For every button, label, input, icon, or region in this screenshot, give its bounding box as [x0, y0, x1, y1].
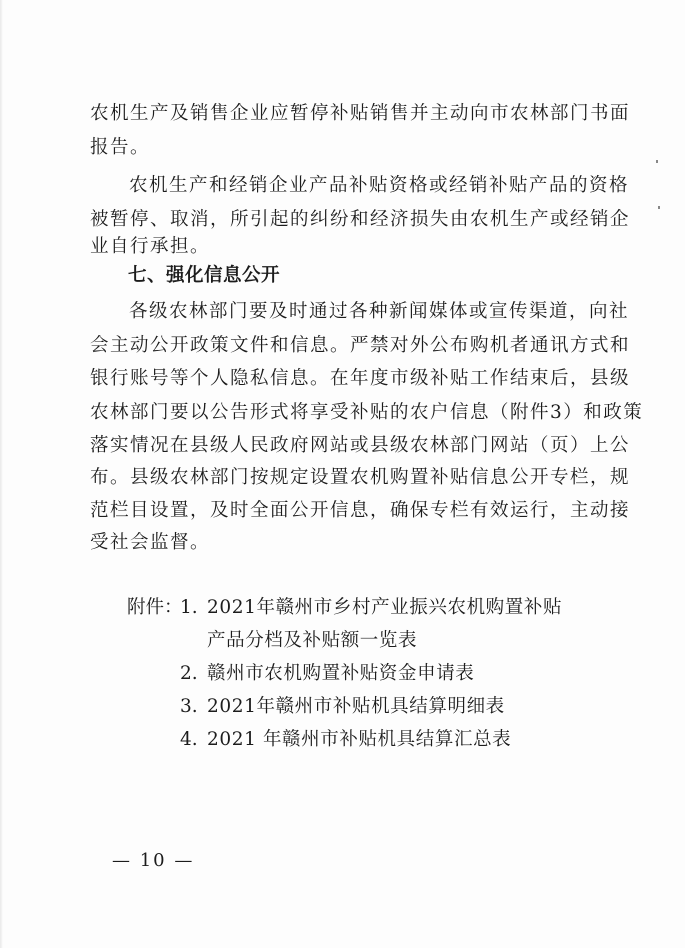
paragraph-3-line-1: 各级农林部门要及时通过各种新闻媒体或宣传渠道，向社: [129, 301, 630, 322]
attachment-2-line-1: 赣州市农机购置补贴资金申请表: [207, 663, 475, 684]
attachment-4-line-1: 2021 年赣州市补贴机具结算汇总表: [207, 729, 512, 750]
scan-edge-shadow: [0, 0, 3, 948]
scan-mark: [656, 160, 658, 163]
page-number: — 10 —: [112, 850, 195, 871]
paragraph-3-line-2: 会主动公开政策文件和信息。严禁对外公布购机者通讯方式和: [90, 335, 631, 356]
attachment-4-number: 4.: [180, 729, 198, 750]
attachments-label: 附件：: [127, 597, 183, 618]
paragraph-2-line-3: 业自行承担。: [90, 236, 211, 257]
attachment-2-number: 2.: [180, 663, 198, 684]
paragraph-1-line-1: 农机生产及销售企业应暂停补贴销售并主动向市农林部门书面: [90, 103, 631, 124]
scan-mark: [658, 206, 660, 209]
section-heading: 七、强化信息公开: [128, 265, 281, 286]
attachment-1-line-2: 产品分档及补贴额一览表: [207, 630, 418, 651]
paragraph-3-line-8: 受社会监督。: [90, 532, 211, 553]
paragraph-3-line-6: 布。县级农林部门按规定设置农机购置补贴信息公开专栏，规: [90, 467, 631, 488]
attachment-1-number: 1.: [180, 597, 198, 618]
paragraph-3-line-4: 农林部门要以公告形式将享受补贴的农户信息（附件3）和政策: [90, 402, 644, 423]
paragraph-2-line-1: 农机生产和经销企业产品补贴资格或经销补贴产品的资格: [129, 175, 630, 196]
paragraph-3-line-5: 落实情况在县级人民政府网站或县级农林部门网站（页）上公: [90, 435, 631, 456]
attachment-1-line-1: 2021年赣州市乡村产业振兴农机购置补贴: [207, 597, 563, 618]
paragraph-3-line-3: 银行账号等个人隐私信息。在年度市级补贴工作结束后，县级: [90, 368, 631, 389]
attachment-3-line-1: 2021年赣州市补贴机具结算明细表: [207, 696, 505, 717]
attachment-3-number: 3.: [180, 696, 198, 717]
paragraph-2-line-2: 被暂停、取消，所引起的纠纷和经济损失由农机生产或经销企: [90, 209, 631, 230]
paragraph-3-line-7: 范栏目设置，及时全面公开信息，确保专栏有效运行，主动接: [90, 500, 631, 521]
paragraph-1-line-2: 报告。: [90, 137, 151, 158]
